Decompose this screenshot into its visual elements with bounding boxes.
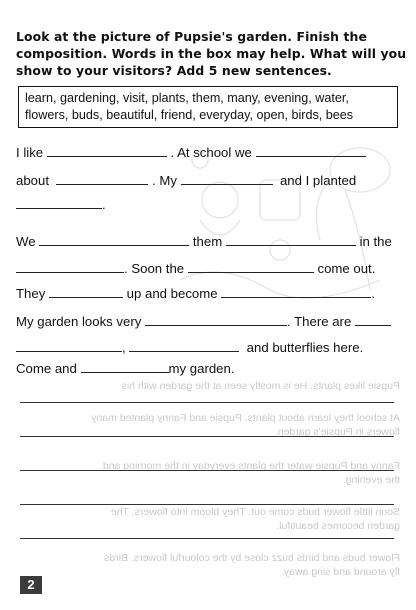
sentence-line-8	[16, 339, 406, 355]
answer-blank[interactable]	[145, 313, 287, 326]
answer-blank[interactable]	[49, 285, 123, 298]
bleed-through-text: At school they learn about plants. Pupsie and Fanny planted many	[91, 412, 400, 424]
sentence-text: They	[16, 286, 46, 301]
sentence-text: . There are	[287, 314, 352, 329]
sentence-text: Come and	[16, 361, 77, 376]
sentence-text: .	[102, 197, 106, 212]
sentence-text: We	[16, 234, 36, 249]
bleed-through-text: the evening.	[342, 474, 400, 486]
sentence-line-2	[16, 172, 406, 188]
instructions: Look at the picture of Pupsie's garden. Finish the composition. Words in the box may help. What will you show to your visitors? Add 5 new sentences.	[16, 29, 407, 78]
bleed-through-text: garden becomes beautiful.	[276, 520, 400, 532]
sentence-line-7	[16, 313, 406, 329]
sentence-text: in the	[359, 234, 392, 249]
sentence-text: . Soon the	[124, 261, 185, 276]
sentence-text: come out.	[317, 261, 376, 276]
bleed-through-text: Pupsie likes plants. He is mostly seen at the garden with his	[121, 380, 400, 392]
bleed-through-text: fly around and sing away.	[281, 566, 400, 578]
sentence-text: ,	[122, 340, 126, 355]
answer-blank[interactable]	[221, 285, 371, 298]
sentence-text: up and become	[126, 286, 218, 301]
bleed-through-text: Fanny and Pupsie water the plants everyday in the morning and	[102, 460, 400, 472]
answer-blank[interactable]	[47, 144, 167, 157]
bleed-through-text: Flower buds and birds buzz close by the colourful flowers. Birds	[104, 552, 400, 564]
page-number: 2	[20, 576, 42, 594]
bleed-through-text: Soon little flower buds come out. They bloom into flowers. The	[110, 506, 400, 518]
answer-blank[interactable]	[16, 196, 102, 209]
sentence-line-1	[16, 144, 406, 160]
writing-line[interactable]	[20, 436, 394, 437]
sentence-text: and I planted	[279, 173, 357, 188]
writing-line[interactable]	[20, 402, 394, 403]
writing-line[interactable]	[20, 504, 394, 505]
word-box: learn, gardening, visit, plants, them, many, evening, water, flowers, buds, beautiful, friend, everyday, open, birds, bees	[18, 86, 398, 128]
sentence-text: . My	[152, 173, 177, 188]
answer-blank[interactable]	[256, 144, 366, 157]
answer-blank[interactable]	[129, 339, 239, 352]
sentence-line-4	[16, 233, 406, 249]
sentence-text: .	[371, 286, 375, 301]
answer-blank[interactable]	[188, 260, 314, 273]
answer-blank[interactable]	[181, 172, 273, 185]
sentence-text: about	[16, 173, 50, 188]
writing-line[interactable]	[20, 538, 394, 539]
sentence-line-5	[16, 260, 406, 276]
sentence-line-9	[16, 360, 406, 376]
sentence-text: My garden looks very	[16, 314, 142, 329]
sentence-line-6	[16, 285, 406, 301]
answer-blank[interactable]	[56, 172, 148, 185]
writing-line[interactable]	[20, 470, 394, 471]
answer-blank[interactable]	[226, 233, 356, 246]
sentence-text: my garden.	[168, 361, 235, 376]
sentence-text: . At school we	[170, 145, 252, 160]
answer-blank[interactable]	[39, 233, 189, 246]
sentence-text: and butterflies here.	[246, 340, 364, 355]
bleed-through-text: flowers in Pupsie's garden.	[274, 426, 400, 438]
sentence-text: them	[192, 234, 223, 249]
answer-blank[interactable]	[16, 260, 124, 273]
answer-blank[interactable]	[355, 313, 391, 326]
sentence-line-3	[16, 196, 406, 212]
answer-blank[interactable]	[16, 339, 122, 352]
sentence-text: I like	[16, 145, 44, 160]
answer-blank[interactable]	[81, 360, 169, 373]
